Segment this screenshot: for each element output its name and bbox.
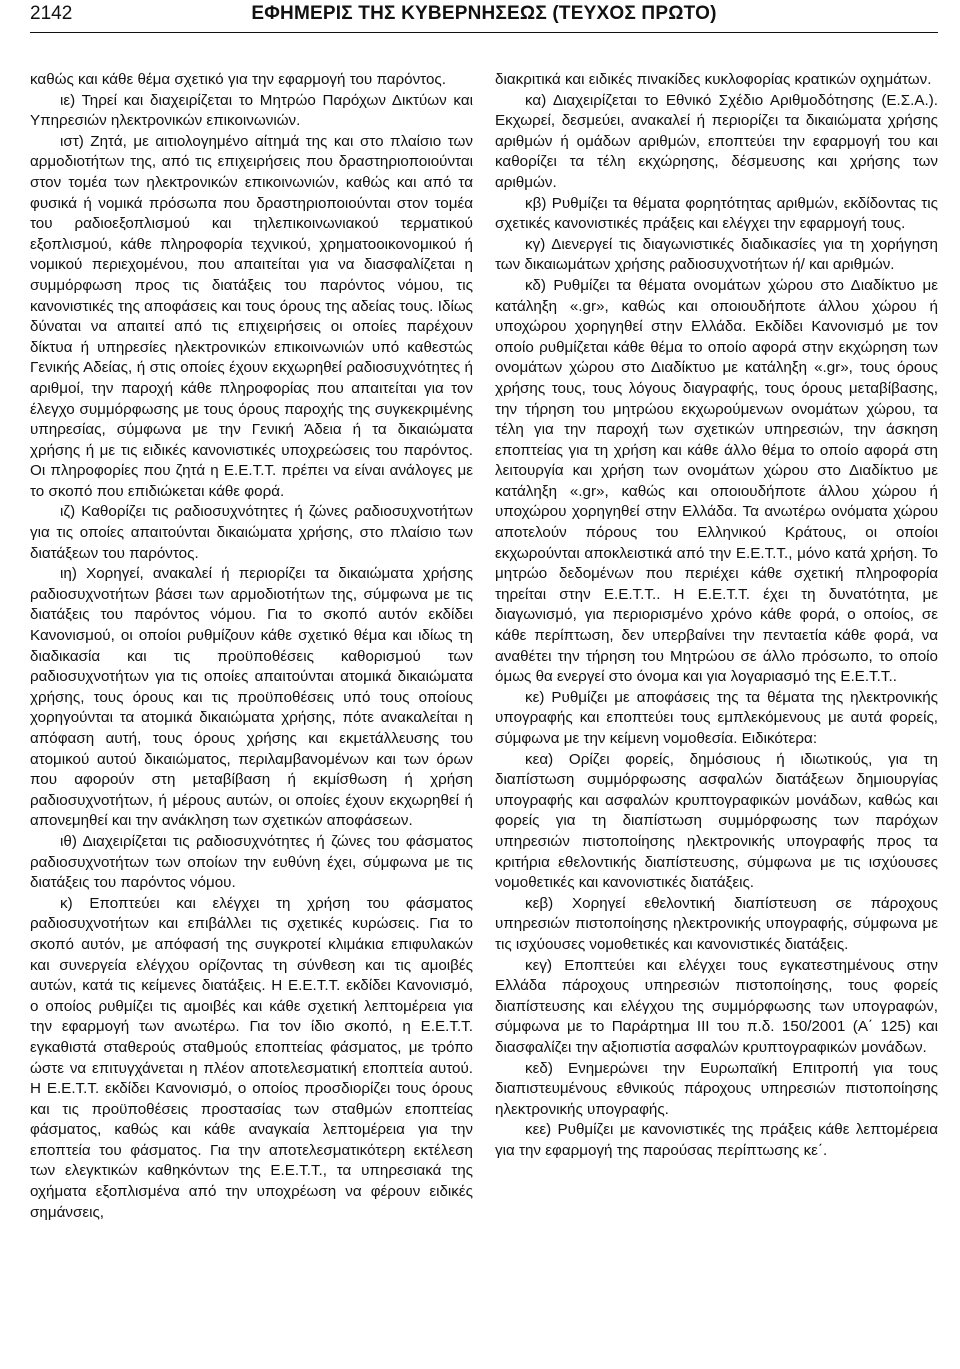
paragraph: ιη) Χορηγεί, ανακαλεί ή περιορίζει τα δικαιώματα χρήσης ραδιοσυχνοτήτων βάσει των αρμοδιοτήτων της, σύμφωνα με τις διατάξεις του παρόντος νόμου. Για το σκοπό αυτόν εκδίδει Κανονισμού, οι οποίοι ρυθμίζουν κάθε σχετικό θέμα και ιδίως τη διαδικασία και τις προϋποθέσεις καθορισμού των ραδιοσυχνοτήτων για τις οποίες απαιτούνται ατομικά δικαιώματα χρήσης, τους όρους και τις προϋποθέσεις υπό τους οποίους χορηγούνται τα ατομικά δικαιώματα χρήσης, πότε ανακαλείται η απόφαση αυτή, τους όρους χρήσης και εκμετάλλευσης του ατομικού αυτού δικαιώματος, περιλαμβανομένων και των όρων που αφορούν στη μεταβίβαση ή εκμίσθωση ή χρήση ραδιοσυχνοτήτων, ή μέρους αυτών, οι οποίες έχουν εκχωρηθεί ή απονεμηθεί και την ανάκληση των σχετικών αποφάσεων.	[30, 565, 473, 830]
header-rule	[30, 32, 938, 33]
paragraph: ιστ) Ζητά, με αιτιολογημένο αίτημά της και στο πλαίσιο των αρμοδιοτήτων της, από τις επιχειρήσεις που δραστηριοποιούνται στον τομέα των ηλεκτρονικών επικοινωνιών, καθώς και από τα φυσικά ή νομικά πρόσωπα που δραστηριοποιούνται στον τομέα του ραδιοεξοπλισμού και τηλεπικοινωνιακού τερματικού εξοπλισμού, κάθε πληροφορία τεχνικού, χρηματοοικονομικού ή νομικού περιεχομένου, που απαιτείται για να διασφαλίζεται η συμμόρφωση προς τις διατάξεις του παρόντος νόμου, τις κανονιστικές της αποφάσεις και τους όρους της αδείας τους. Ιδίως δύναται να απαιτεί από τις επιχειρήσεις οι οποίες παρέχουν δίκτυα ή υπηρεσίες ηλεκτρονικών επικοινωνιών υπό καθεστώς Γενικής Αδείας, ή στις οποίες έχουν εκχωρηθεί ραδιοσυχνότητες ή αριθμοί, την παροχή κάθε πληροφορίας που απαιτείται για τον έλεγχο συμμόρφωσης με τους όρους παροχής της συγκεκριμένης υπηρεσίας, σύμφωνα με την Γενική Άδεια ή τα δικαιώματα χρήσης ή με τις ειδικές κανονιστικές υποχρεώσεις του παρόντος. Οι πληροφορίες που ζητά η Ε.Ε.Τ.Τ. πρέπει να είναι ανάλογες με το σκοπό που επιδιώκεται κάθε φορά.	[30, 132, 473, 500]
paragraph: διακριτικά και ειδικές πινακίδες κυκλοφορίας κρατικών οχημάτων.	[495, 71, 932, 88]
text-columns	[30, 70, 938, 1223]
paragraph: κε) Ρυθμίζει με αποφάσεις της τα θέματα της ηλεκτρονικής υπογραφής και εποπτεύει τους εμπλεκόμενους με αυτά φορείς, σύμφωνα με την κείμενη νομοθεσία. Ειδικότερα:	[495, 688, 938, 747]
right-column	[495, 70, 938, 1223]
page-number: 2142	[30, 3, 73, 24]
paragraph: κδ) Ρυθμίζει τα θέματα ονομάτων χώρου στο Διαδίκτυο με κατάληξη «.gr», καθώς και οποιουδήποτε άλλου χώρου ή υποχώρου χορηγηθεί στην Ελλάδα. Εκδίδει Κανονισμό με τον οποίο ρυθμίζεται κάθε θέμα το οποίο αφορά στην εκχώρηση των ονομάτων χώρου στο Διαδίκτυο με κατάληξη «.gr», τους όρους χρήσης τους, τους λόγους διαγραφής, τους όρους μεταβίβασης, την τήρηση του μητρώου εκχωρούμενων ονομάτων χώρου, τα τέλη για την παροχή των σχετικών υπηρεσιών, την άσκηση εποπτείας για τη χρήση και κάθε άλλο θέμα το οποίο αφορά στη λειτουργία και χρήση των ονομάτων χώρου στο Διαδίκτυο με κατάληξη «.gr», καθώς και οποιουδήποτε άλλου χώρου ή υποχώρου χορηγηθεί στην Ελλάδα. Τα ανωτέρω ονόματα χώρου αποτελούν πόρους του Ελληνικού Κράτους, οι οποίοι εκχωρούνται αποκλειστικά από την Ε.Ε.Τ.Τ., μόνο κατά χρήση. Το μητρώο δεδομένων που περιέχει κάθε σχετική πληροφορία τηρείται στην Ε.Ε.Τ.Τ.. Η Ε.Ε.Τ.Τ. έχει τη δυνατότητα, με διαγωνισμό, για περιορισμένο χρόνο κάθε φορά, ο οποίος, σε κάθε περίπτωση, δεν υπερβαίνει την πενταετία κάθε φορά, να αναθέτει την τήρηση του Μητρώου σε άλλο πρόσωπο, το οποίο όμως θα ενεργεί στο όνομα και για λογαριασμό της Ε.Ε.Τ.Τ..	[495, 276, 938, 686]
paragraph: κεβ) Χορηγεί εθελοντική διαπίστευση σε πάροχους υπηρεσιών πιστοποίησης ηλεκτρονικής υπογραφής, σύμφωνα με τις ισχύουσες νομοθετικές και κανονιστικές διατάξεις.	[495, 894, 938, 953]
page-header	[30, 0, 938, 46]
paragraph: κεα) Ορίζει φορείς, δημόσιους ή ιδιωτικούς, για τη διαπίστωση συμμόρφωσης ασφαλών διατάξεων δημιουργίας υπογραφής και ασφαλών κρυπτογραφικών μονάδων, καθώς και φορείς για τη διαπίστωση συμμόρφωσης των παρόχων υπηρεσιών πιστοποίησης ηλεκτρονικής υπογραφής προς τα κριτήρια εθελοντικής διαπίστευσης, σύμφωνα με τις ισχύουσες νομοθετικές και κανονιστικές διατάξεις.	[495, 750, 938, 892]
gazette-title: ΕΦΗΜΕΡΙΣ ΤΗΣ ΚΥΒΕΡΝΗΣΕΩΣ (ΤΕΥΧΟΣ ΠΡΩΤΟ)	[251, 3, 717, 24]
paragraph: κεε) Ρυθμίζει με κανονιστικές της πράξεις κάθε λεπτομέρεια για την εφαρμογή της παρούσας περίπτωσης κε΄.	[495, 1121, 938, 1159]
paragraph: κ) Εποπτεύει και ελέγχει τη χρήση του φάσματος ραδιοσυχνοτήτων και επιβάλλει τις σχετικές κυρώσεις. Για το σκοπό αυτόν, με απόφασή της συγκροτεί κλιμάκια επιφυλακών και συνεργεία ελέγχου ορίζοντας τη σύνθεση και τις αμοιβές αυτών, κατά τις κείμενες διατάξεις. Η Ε.Ε.Τ.Τ. εκδίδει Κανονισμό, ο οποίος ρυθμίζει τις αμοιβές και κάθε σχετική λεπτομέρεια για την εφαρμογή των ανωτέρω. Για τον ίδιο σκοπό, η Ε.Ε.Τ.Τ. εγκαθιστά σταθερούς σταθμούς εποπτείας φάσματος, με τρόπο ώστε να επιτυγχάνεται η πλέον αποτελεσματική εποπτεία αυτού. Η Ε.Ε.Τ.Τ. εκδίδει Κανονισμό, ο οποίος προσδιορίζει τους όρους και τις προϋποθέσεις προστασίας των σταθμών εποπτείας φάσματος, καθώς και κάθε αναγκαία λεπτομέρεια για την εποπτεία του φάσματος. Για την αποτελεσματικότερη εκτέλεση των ελεγκτικών καθηκόντων της Ε.Ε.Τ.Τ., τα υπηρεσιακά της οχήματα εξοπλισμένα από την υποχρέωση να φέρουν ειδικές σημάνσεις,	[30, 894, 473, 1221]
paragraph: ιζ) Καθορίζει τις ραδιοσυχνότητες ή ζώνες ραδιοσυχνοτήτων για τις οποίες απαιτούνται δικαιώματα χρήσης, στο πλαίσιο των διατάξεων του παρόντος.	[30, 503, 473, 562]
paragraph: κεδ) Ενημερώνει την Ευρωπαϊκή Επιτροπή για τους διαπιστευμένους εθνικούς πάροχους υπηρεσιών πιστοποίησης ηλεκτρονικής υπογραφής.	[495, 1059, 938, 1118]
paragraph: ιθ) Διαχειρίζεται τις ραδιοσυχνότητες ή ζώνες του φάσματος ραδιοσυχνοτήτων των οποίων την ευθύνη έχει, σύμφωνα με τις διατάξεις του παρόντος νόμου.	[30, 832, 473, 892]
paragraph: κα) Διαχειρίζεται το Εθνικό Σχέδιο Αριθμοδότησης (Ε.Σ.Α.). Εκχωρεί, δεσμεύει, ανακαλεί ή περιορίζει τα δικαιώματα χρήσης αριθμών ή ομάδων αριθμών, εποπτεύει την εφαρμογή του και καθορίζει τα τέλη εκχώρησης, δέσμευσης και χρήσης των αριθμών.	[495, 91, 938, 191]
paragraph: κγ) Διενεργεί τις διαγωνιστικές διαδικασίες για τη χορήγηση των δικαιωμάτων χρήσης ραδιοσυχνοτήτων ή/ και αριθμών.	[495, 235, 938, 274]
paragraph: κεγ) Εποπτεύει και ελέγχει τους εγκατεστημένους στην Ελλάδα πάροχους υπηρεσιών πιστοποίησης, τους φορείς διαπίστευσης και ελέγχου της συμμόρφωσης των υπογραφών, σύμφωνα με το Παράρτημα ΙΙΙ του π.δ. 150/2001 (Α΄ 125) και διασφαλίζει την αξιοπιστία ασφαλών κρυπτογραφικών μονάδων.	[495, 956, 938, 1056]
paragraph: ιε) Τηρεί και διαχειρίζεται το Μητρώο Παρόχων Δικτύων και Υπηρεσιών ηλεκτρονικών επικοινωνιών.	[30, 91, 473, 130]
paragraph: κβ) Ρυθμίζει τα θέματα φορητότητας αριθμών, εκδίδοντας τις σχετικές κανονιστικές πράξεις και ελέγχει την εφαρμογή τους.	[495, 194, 938, 233]
paragraph: καθώς και κάθε θέμα σχετικό για την εφαρμογή του παρόντος.	[30, 71, 446, 88]
left-column	[30, 70, 473, 1223]
